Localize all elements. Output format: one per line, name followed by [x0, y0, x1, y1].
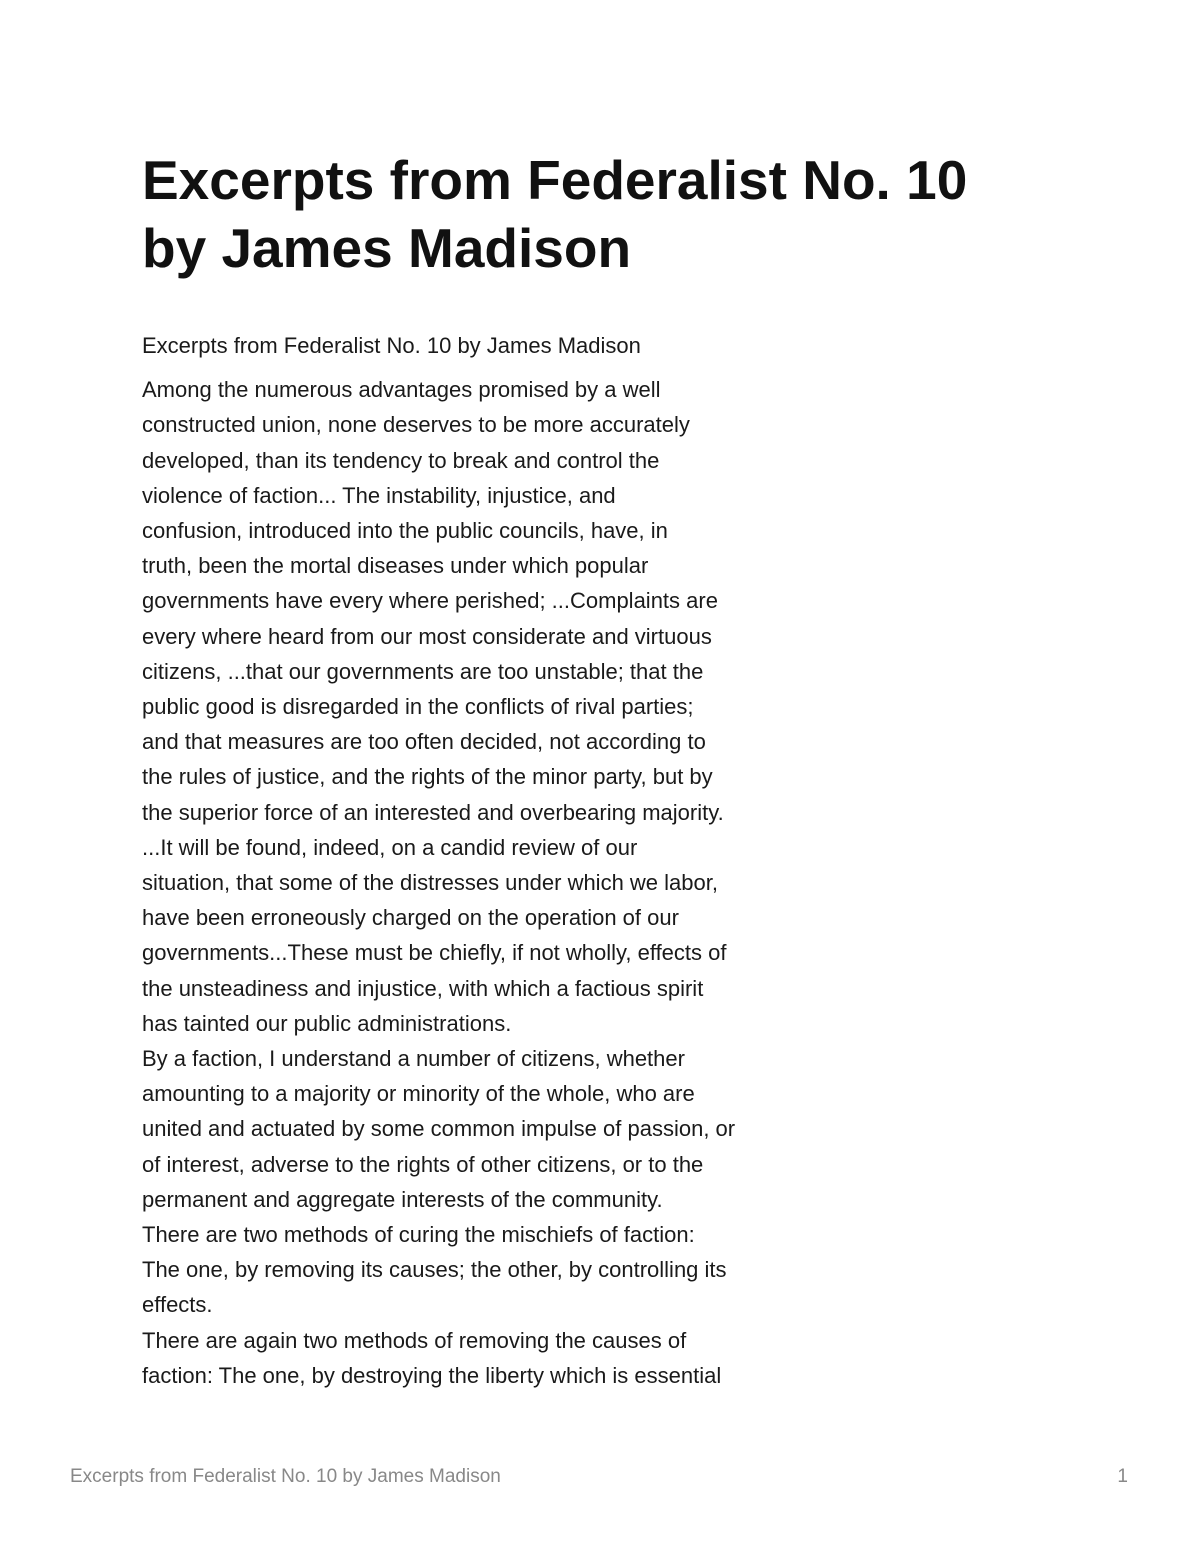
text-line: ...It will be found, indeed, on a candid review of our	[142, 834, 638, 860]
text-line: There are two methods of curing the mischiefs of faction:	[142, 1222, 695, 1248]
text-line: have been erroneously charged on the operation of our	[142, 905, 679, 931]
text-line: governments...These must be chiefly, if not wholly, effects of	[142, 940, 727, 966]
text-line: public good is disregarded in the conflicts of rival parties;	[142, 694, 694, 720]
text-line: every where heard from our most considerate and virtuous	[142, 623, 712, 649]
text-line: confusion, introduced into the public councils, have, in	[142, 518, 668, 544]
page-number: 1	[1117, 1466, 1128, 1487]
text-line: of interest, adverse to the rights of other citizens, or to the	[142, 1151, 704, 1177]
title-line: Excerpts from Federalist No. 10	[142, 149, 968, 211]
text-line: There are again two methods of removing the causes of	[142, 1327, 687, 1353]
text-line: the superior force of an interested and overbearing majority.	[142, 799, 724, 825]
text-line: developed, than its tendency to break and control the	[142, 447, 660, 473]
text-line: Among the numerous advantages promised by a well	[142, 377, 661, 403]
text-line: citizens, ...that our governments are too unstable; that the	[142, 658, 704, 684]
text-line: violence of faction... The instability, injustice, and	[142, 482, 616, 508]
text-line: the rules of justice, and the rights of the minor party, but by	[142, 764, 713, 790]
text-line: effects.	[142, 1292, 213, 1318]
text-line: and that measures are too often decided, not according to	[142, 729, 706, 755]
title-line: by James Madison	[142, 217, 632, 279]
text-line: The one, by removing its causes; the other, by controlling its	[142, 1257, 727, 1283]
text-line: has tainted our public administrations.	[142, 1010, 512, 1036]
text-line: amounting to a majority or minority of the whole, who are	[142, 1081, 695, 1107]
text-line: united and actuated by some common impulse of passion, or	[142, 1116, 736, 1142]
document-body	[142, 328, 792, 1393]
text-line: By a faction, I understand a number of citizens, whether	[142, 1046, 685, 1072]
document-subtitle: Excerpts from Federalist No. 10 by James Madison	[142, 333, 641, 358]
text-line: situation, that some of the distresses under which we labor,	[142, 870, 718, 896]
text-line: governments have every where perished; ...Complaints are	[142, 588, 718, 614]
text-line: constructed union, none deserves to be more accurately	[142, 412, 690, 438]
text-line: the unsteadiness and injustice, with which a factious spirit	[142, 975, 704, 1001]
text-line: faction: The one, by destroying the liberty which is essential	[142, 1362, 722, 1388]
footer-document-title: Excerpts from Federalist No. 10 by James Madison	[70, 1466, 501, 1487]
page-title	[142, 146, 1102, 282]
excerpt-text	[142, 372, 792, 1393]
text-line: truth, been the mortal diseases under which popular	[142, 553, 649, 579]
text-line: permanent and aggregate interests of the community.	[142, 1186, 663, 1212]
